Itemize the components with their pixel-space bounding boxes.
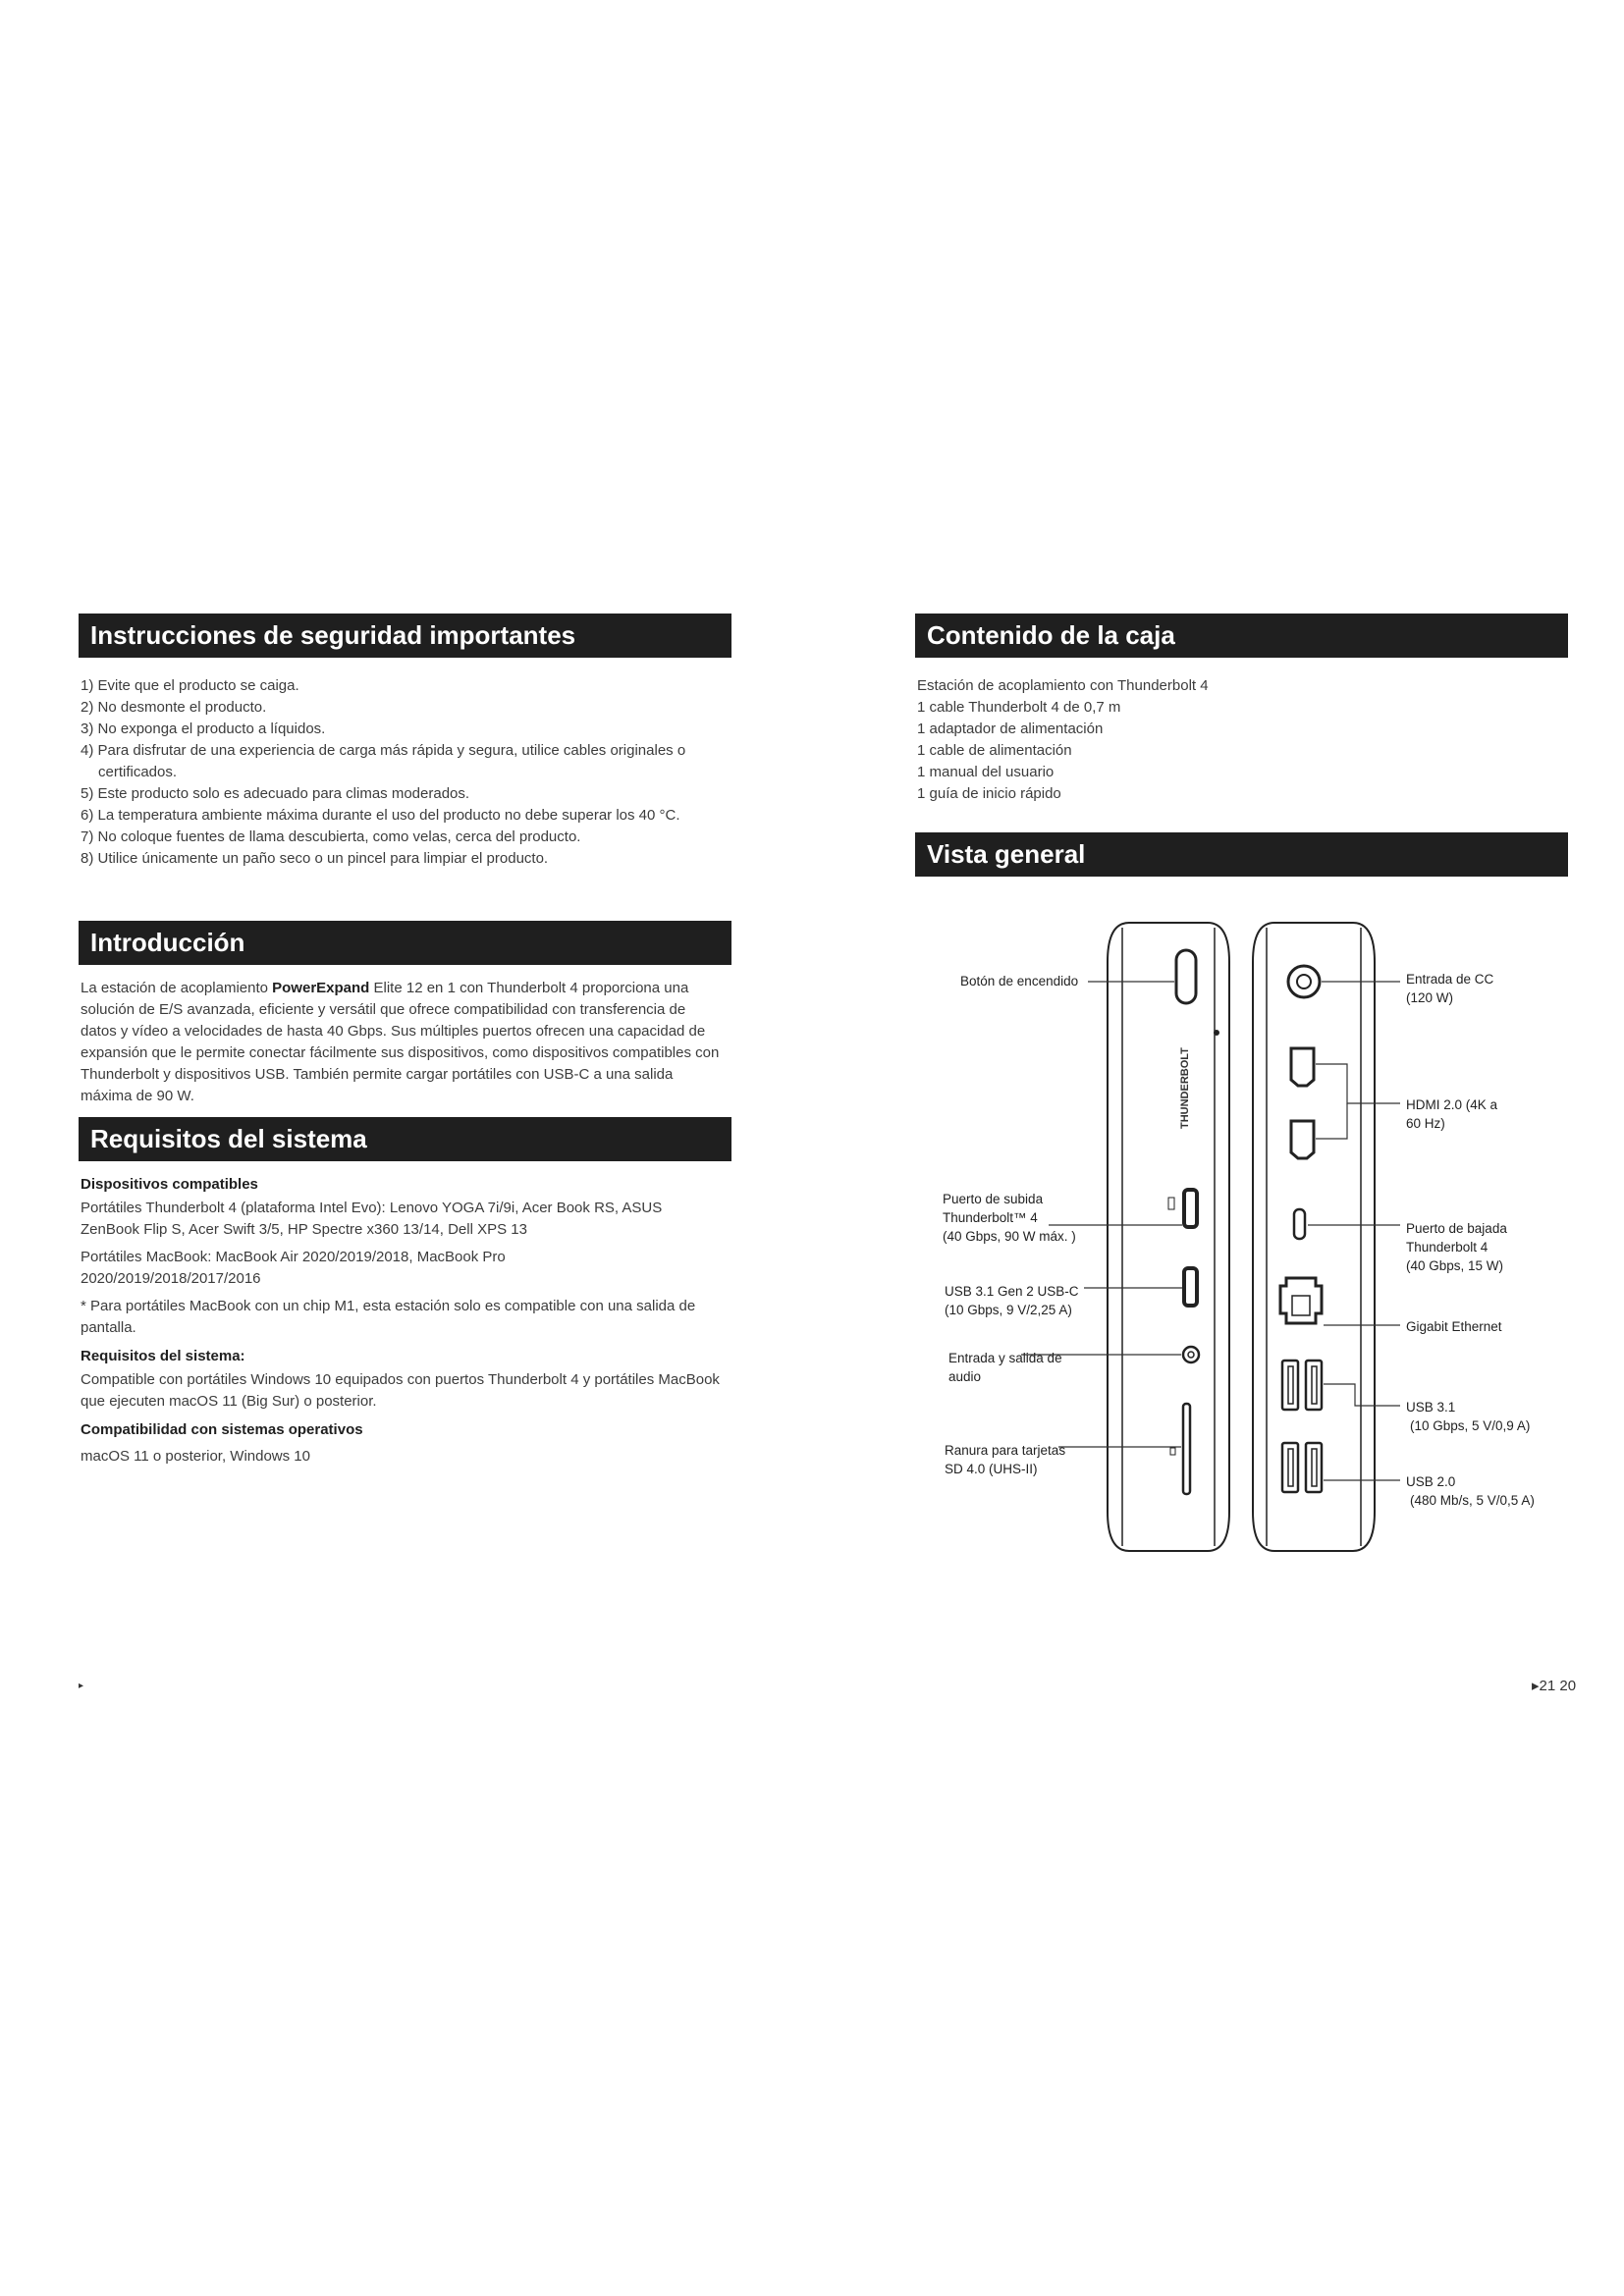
overview-heading: Vista general — [915, 832, 1568, 877]
list-item: 4) Para disfrutar de una experiencia de carga más rápida y segura, utilice cables originales o certificados. — [81, 742, 686, 780]
intro-text-start: La estación de acoplamiento — [81, 980, 273, 996]
list-item: 1 cable Thunderbolt 4 de 0,7 m — [917, 699, 1121, 716]
label-line: (10 Gbps, 9 V/2,25 A) — [945, 1303, 1072, 1317]
list-item: 1 guía de inicio rápido — [917, 785, 1061, 802]
usbc-port-shape — [1184, 1268, 1197, 1306]
page-number: ▸21 20 — [1532, 1678, 1577, 1694]
label-line: USB 3.1 — [1406, 1400, 1456, 1415]
label-line: (120 W) — [1406, 990, 1454, 1005]
downstream-port-shape — [1294, 1209, 1305, 1239]
page-marker-left: ▸ — [79, 1681, 84, 1691]
os-text: macOS 11 o posterior, Windows 10 — [81, 1448, 310, 1465]
front-panel-outline — [1108, 923, 1229, 1551]
devices-heading: Dispositivos compatibles — [81, 1176, 258, 1193]
label-line: Entrada de CC — [1406, 972, 1494, 987]
audio-jack-shape — [1183, 1347, 1199, 1362]
label-line: Thunderbolt 4 — [1406, 1240, 1489, 1255]
label-line: 60 Hz) — [1406, 1116, 1445, 1131]
list-item: 1 adaptador de alimentación — [917, 721, 1104, 737]
label-line: USB 3.1 Gen 2 USB-C — [945, 1284, 1079, 1299]
label-line: Puerto de bajada — [1406, 1221, 1507, 1236]
list-item: 1 cable de alimentación — [917, 742, 1072, 759]
label-usb31 — [1406, 1398, 1530, 1435]
label-downstream — [1406, 1219, 1507, 1275]
safety-heading: Instrucciones de seguridad importantes — [79, 614, 731, 658]
devices-note: * Para portátiles MacBook con un chip M1, esta estación solo es compatible con una salida de pantalla. — [81, 1298, 696, 1336]
label-ethernet: Gigabit Ethernet — [1406, 1319, 1502, 1334]
usb20-port-b — [1306, 1443, 1322, 1492]
label-line: Puerto de subida — [943, 1192, 1044, 1206]
list-item: 5) Este producto solo es adecuado para climas moderados. — [81, 785, 470, 802]
label-dc-input — [1406, 970, 1493, 1007]
label-usbc — [945, 1282, 1079, 1319]
intro-heading: Introducción — [79, 921, 731, 965]
thunderbolt-logo: THUNDERBOLT — [1179, 1047, 1191, 1129]
hdmi-1-shape — [1291, 1048, 1314, 1086]
sd-slot-shape — [1183, 1404, 1190, 1494]
upstream-port-shape — [1184, 1190, 1197, 1227]
os-heading: Compatibilidad con sistemas operativos — [81, 1421, 363, 1438]
list-item: 3) No exponga el producto a líquidos. — [81, 721, 326, 737]
label-line: HDMI 2.0 (4K a — [1406, 1097, 1498, 1112]
system-text: Compatible con portátiles Windows 10 equipados con puertos Thunderbolt 4 y portátiles MacBook que ejecuten macOS 11 (Big Sur) o posterior. — [81, 1371, 720, 1410]
list-item: Estación de acoplamiento con Thunderbolt 4 — [917, 677, 1209, 694]
requirements-heading: Requisitos del sistema — [79, 1117, 731, 1161]
list-item: 8) Utilice únicamente un paño seco o un pincel para limpiar el producto. — [81, 850, 549, 867]
label-upstream — [943, 1190, 1076, 1246]
label-sd-slot — [945, 1441, 1065, 1478]
label-line: (10 Gbps, 5 V/0,9 A) — [1410, 1418, 1531, 1433]
ethernet-port-shape — [1280, 1278, 1322, 1323]
usb31-port-a — [1282, 1361, 1298, 1410]
intro-text-end: Elite 12 en 1 con Thunderbolt 4 proporciona una solución de E/S avanzada, eficiente y versátil que ofrece compatibilidad con transferencia de datos y vídeo a velocidades de hasta 40 Gbps. Sus múltiples puertos ofrecen una capacidad de expansión que le permite conectar fácilmente sus dispositivos, como dispositivos compatibles con Thunderbolt y dispositivos USB. También permite cargar portátiles con USB-C a una salida máxima de 90 W. — [81, 980, 720, 1104]
label-line: Thunderbolt™ 4 — [943, 1210, 1038, 1225]
label-line: (40 Gbps, 90 W máx. ) — [943, 1229, 1076, 1244]
label-usb20 — [1406, 1472, 1535, 1510]
list-item: 1 manual del usuario — [917, 764, 1055, 780]
label-line: audio — [948, 1369, 982, 1384]
label-line: (480 Mb/s, 5 V/0,5 A) — [1410, 1493, 1535, 1508]
hdmi-2-shape — [1291, 1121, 1314, 1158]
label-power-button: Botón de encendido — [960, 974, 1079, 988]
system-heading: Requisitos del sistema: — [81, 1348, 245, 1364]
list-item: 7) No coloque fuentes de llama descubierta, como velas, cerca del producto. — [81, 828, 581, 845]
usb20-port-a — [1282, 1443, 1298, 1492]
devices-mac: Portátiles MacBook: MacBook Air 2020/2019/2018, MacBook Pro 2020/2019/2018/2017/2016 — [81, 1249, 506, 1287]
label-line: SD 4.0 (UHS-II) — [945, 1462, 1038, 1476]
label-line: (40 Gbps, 15 W) — [1406, 1258, 1504, 1273]
power-button-shape — [1176, 950, 1196, 1003]
usb31-port-b — [1306, 1361, 1322, 1410]
label-hdmi — [1406, 1095, 1497, 1133]
brand-name: PowerExpand — [272, 980, 370, 996]
label-line: USB 2.0 — [1406, 1474, 1456, 1489]
list-item: 1) Evite que el producto se caiga. — [81, 677, 299, 694]
list-item: 2) No desmonte el producto. — [81, 699, 267, 716]
label-line: Entrada y salida de — [948, 1351, 1062, 1365]
dc-input-shape — [1288, 966, 1320, 997]
label-audio — [948, 1349, 1062, 1386]
box-heading: Contenido de la caja — [915, 614, 1568, 658]
devices-tb4: Portátiles Thunderbolt 4 (plataforma Intel Evo): Lenovo YOGA 7i/9i, Acer Book RS, ASUS ZenBook Flip S, Acer Swift 3/5, HP Spectre x360 13/14, Dell XPS 13 — [81, 1200, 663, 1238]
label-line: Ranura para tarjetas — [945, 1443, 1066, 1458]
rear-panel-outline — [1253, 923, 1375, 1551]
list-item: 6) La temperatura ambiente máxima durante el uso del producto no debe superar los 40 °C. — [81, 807, 680, 824]
